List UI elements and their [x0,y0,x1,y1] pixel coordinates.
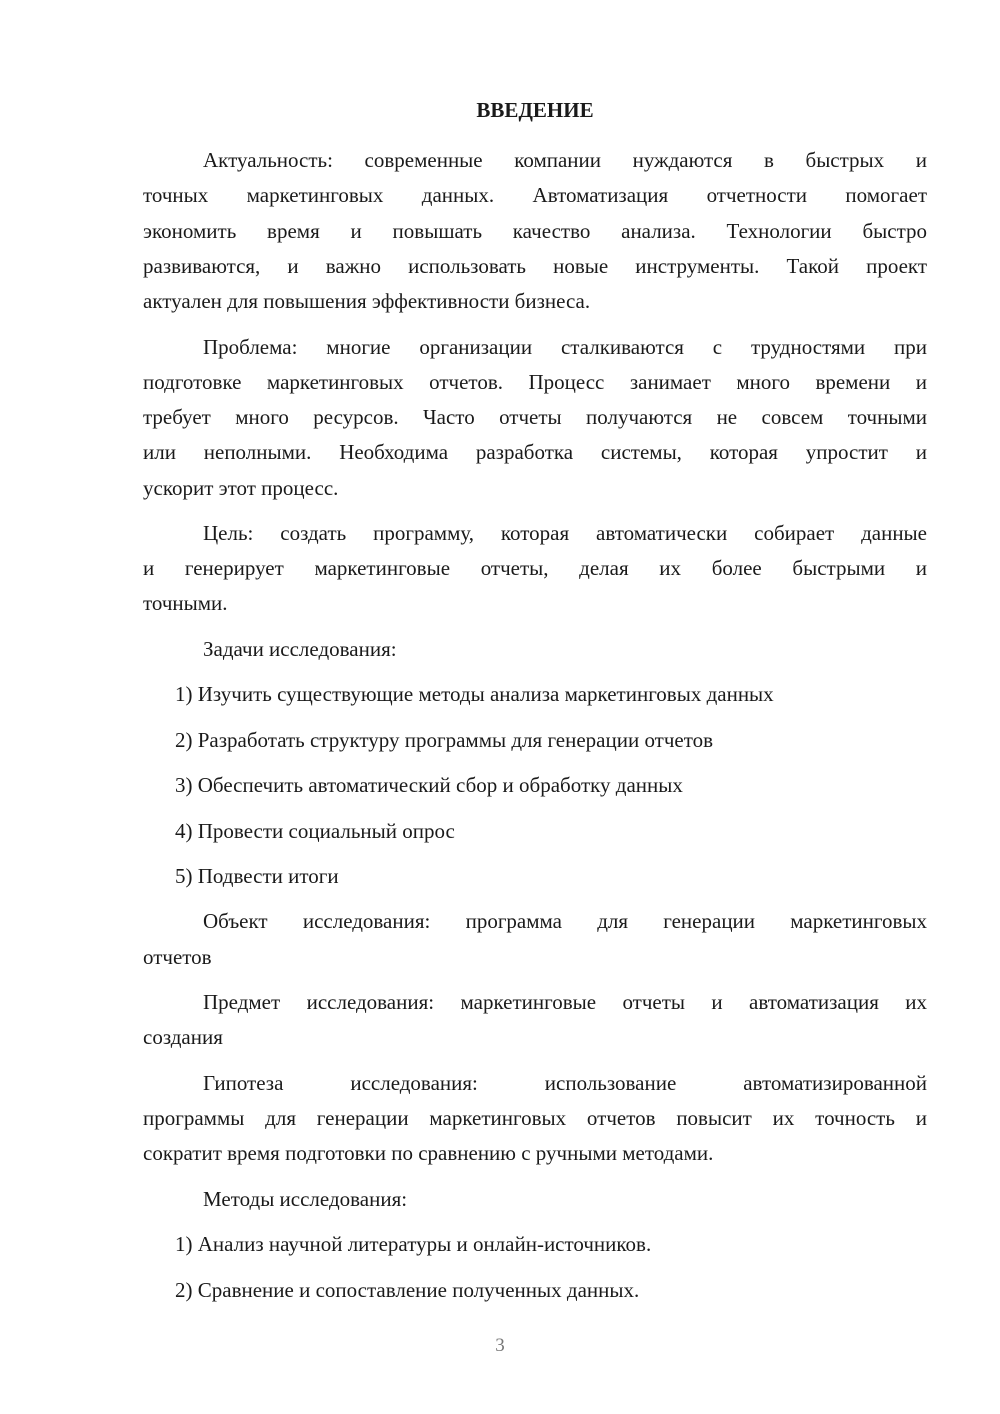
paragraph-line: точных маркетинговых данных. Автоматизация отчетности помогает [143,183,927,207]
paragraph-line: Актуальность: современные компании нуждаются в быстрых и [203,148,927,172]
list-item: 5) Подвести итоги [175,864,339,888]
list-item: 1) Анализ научной литературы и онлайн-источников. [175,1232,652,1256]
paragraph-line: сократит время подготовки по сравнению с ручными методами. [143,1141,714,1165]
list-item: 2) Сравнение и сопоставление полученных данных. [175,1278,640,1302]
paragraph-line: точными. [143,591,228,615]
page-title: ВВЕДЕНИЕ [476,98,594,122]
paragraph-line: программы для генерации маркетинговых отчетов повысит их точность и [143,1106,927,1130]
paragraph-line: Проблема: многие организации сталкиваются с трудностями при [203,335,927,359]
paragraph-line: Гипотеза исследования: использование автоматизированной [203,1071,927,1095]
paragraph-line: и генерирует маркетинговые отчеты, делая их более быстрыми и [143,556,927,580]
tasks-heading: Задачи исследования: [203,637,397,661]
paragraph-line: требует много ресурсов. Часто отчеты получаются не совсем точными [143,405,927,429]
paragraph-line: ускорит этот процесс. [143,476,339,500]
paragraph-line: подготовке маркетинговых отчетов. Процесс занимает много времени и [143,370,927,394]
page-number: 3 [495,1335,505,1356]
paragraph-line: актуален для повышения эффективности бизнеса. [143,289,591,313]
paragraph-line: создания [143,1025,223,1049]
list-item: 4) Провести социальный опрос [175,819,455,843]
list-item: 3) Обеспечить автоматический сбор и обработку данных [175,773,683,797]
paragraph-line: развиваются, и важно использовать новые инструменты. Такой проект [143,254,927,278]
methods-heading: Методы исследования: [203,1187,408,1211]
paragraph-line: Цель: создать программу, которая автоматически собирает данные [203,521,927,545]
paragraph-line: Объект исследования: программа для генерации маркетинговых [203,909,927,933]
paragraph-line: экономить время и повышать качество анализа. Технологии быстро [143,219,927,243]
list-item: 1) Изучить существующие методы анализа маркетинговых данных [175,682,774,706]
paragraph-line: Предмет исследования: маркетинговые отчеты и автоматизация их [203,990,927,1014]
paragraph-line: отчетов [143,945,212,969]
paragraph-line: или неполными. Необходима разработка системы, которая упростит и [143,440,927,464]
list-item: 2) Разработать структуру программы для генерации отчетов [175,728,714,752]
